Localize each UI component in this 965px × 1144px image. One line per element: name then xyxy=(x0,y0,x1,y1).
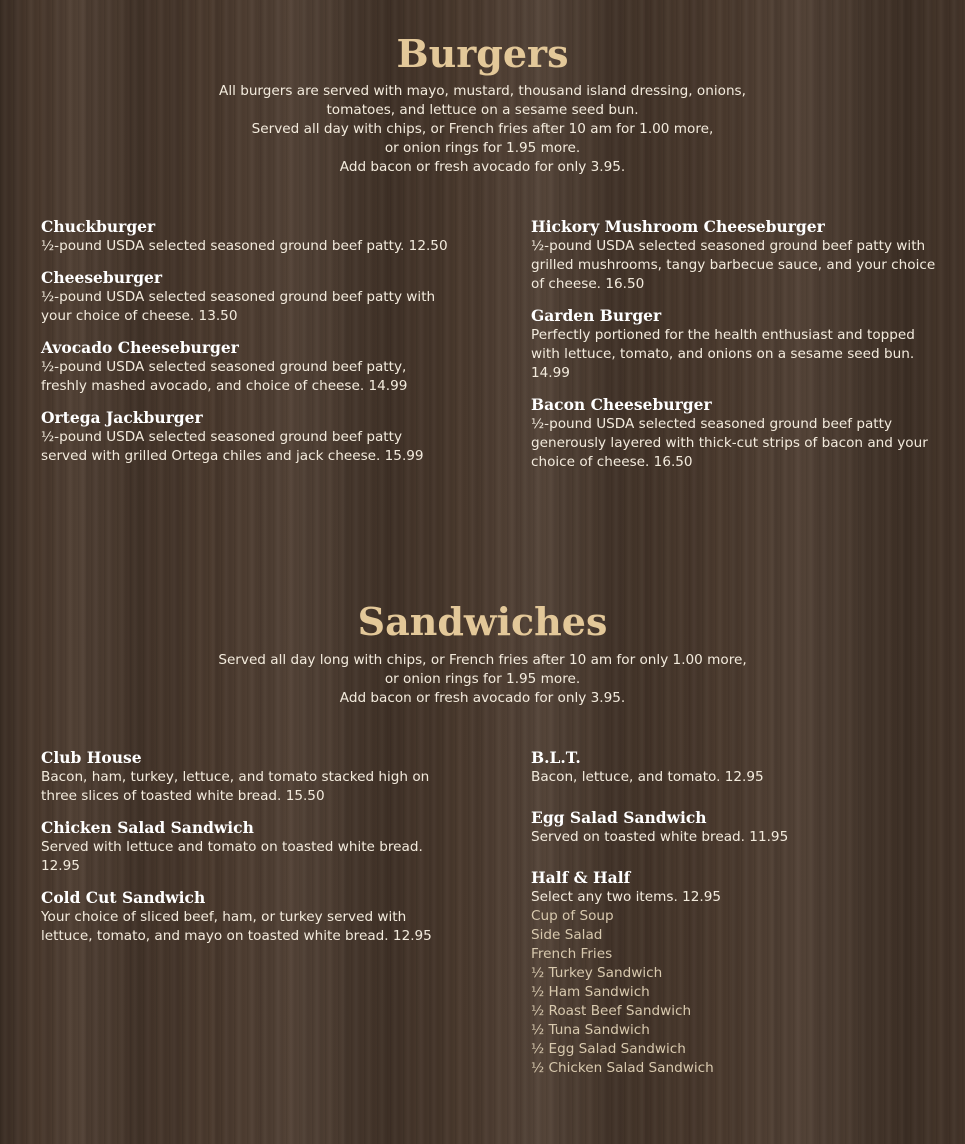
item-name: B.L.T. xyxy=(531,748,581,767)
item-description: Your choice of sliced beef, ham, or turkey served with lettuce, tomato, and mayo on toasted white bread. 12.95 xyxy=(41,909,432,944)
sandwiches-intro-line: Add bacon or fresh avocado for only 3.95. xyxy=(339,690,626,706)
option-item: French Fries xyxy=(531,946,613,962)
menu-item xyxy=(41,817,451,876)
option-item: ½ Tuna Sandwich xyxy=(531,1022,650,1038)
option-item: ½ Ham Sandwich xyxy=(531,984,650,1000)
menu-item xyxy=(41,337,451,396)
burgers-left-column xyxy=(41,216,451,477)
item-description: ½-pound USDA selected seasoned ground beef patty, freshly mashed avocado, and choice of cheese. 14.99 xyxy=(41,359,408,394)
burgers-intro xyxy=(180,82,785,177)
item-name: Chuckburger xyxy=(41,217,156,236)
item-description: Bacon, ham, turkey, lettuce, and tomato stacked high on three slices of toasted white bread. 15.50 xyxy=(41,769,430,804)
burgers-title: Burgers xyxy=(396,31,569,76)
sandwiches-left-column xyxy=(41,747,451,957)
option-item: ½ Turkey Sandwich xyxy=(531,965,663,981)
option-item: ½ Egg Salad Sandwich xyxy=(531,1041,686,1057)
burgers-intro-line: Add bacon or fresh avocado for only 3.95. xyxy=(339,159,626,175)
item-name: Garden Burger xyxy=(531,306,662,325)
item-name: Half & Half xyxy=(531,868,631,887)
item-name: Cold Cut Sandwich xyxy=(41,888,206,907)
sandwiches-right-column xyxy=(531,747,941,1089)
burgers-intro-line: All burgers are served with mayo, mustard, thousand island dressing, onions, xyxy=(219,83,746,99)
burgers-intro-line: tomatoes, and lettuce on a sesame seed bun. xyxy=(326,102,639,118)
sandwiches-intro-line: Served all day long with chips, or French fries after 10 am for only 1.00 more, xyxy=(218,652,747,668)
item-name: Bacon Cheeseburger xyxy=(531,395,712,414)
item-name: Cheeseburger xyxy=(41,268,163,287)
burgers-right-column xyxy=(531,216,941,483)
sandwiches-intro-line: or onion rings for 1.95 more. xyxy=(384,671,581,687)
item-description: ½-pound USDA selected seasoned ground beef patty served with grilled Ortega chiles and jack cheese. 15.99 xyxy=(41,429,424,464)
menu-item xyxy=(531,216,941,294)
item-description: Bacon, lettuce, and tomato. 12.95 xyxy=(531,769,764,785)
sandwiches-intro xyxy=(180,651,785,708)
item-description: Select any two items. 12.95 xyxy=(531,889,722,905)
item-name: Egg Salad Sandwich xyxy=(531,808,707,827)
item-name: Ortega Jackburger xyxy=(41,408,203,427)
item-description: Served with lettuce and tomato on toasted white bread. 12.95 xyxy=(41,839,423,874)
half-and-half-options xyxy=(531,907,941,1078)
menu-item xyxy=(41,747,451,806)
menu-item xyxy=(41,407,451,466)
item-name: Hickory Mushroom Cheeseburger xyxy=(531,217,825,236)
menu-item xyxy=(41,887,451,946)
menu-item xyxy=(531,747,941,787)
item-description: Served on toasted white bread. 11.95 xyxy=(531,829,789,845)
item-description: ½-pound USDA selected seasoned ground beef patty with your choice of cheese. 13.50 xyxy=(41,289,436,324)
burgers-intro-line: or onion rings for 1.95 more. xyxy=(384,140,581,156)
option-item: ½ Roast Beef Sandwich xyxy=(531,1003,692,1019)
menu-item xyxy=(41,216,451,256)
option-item: ½ Chicken Salad Sandwich xyxy=(531,1060,714,1076)
menu-item xyxy=(531,807,941,847)
item-name: Chicken Salad Sandwich xyxy=(41,818,254,837)
menu-item xyxy=(531,394,941,472)
burgers-intro-line: Served all day with chips, or French fries after 10 am for 1.00 more, xyxy=(251,121,714,137)
item-name: Avocado Cheeseburger xyxy=(41,338,239,357)
sandwiches-title: Sandwiches xyxy=(357,599,608,644)
item-description: ½-pound USDA selected seasoned ground beef patty. 12.50 xyxy=(41,238,448,254)
menu-item xyxy=(531,305,941,383)
item-description: ½-pound USDA selected seasoned ground beef patty generously layered with thick-cut strips of bacon and your choice of cheese. 16.50 xyxy=(531,416,928,470)
item-description: Perfectly portioned for the health enthusiast and topped with lettuce, tomato, and onions on a sesame seed bun. 14.99 xyxy=(531,327,915,381)
item-name: Club House xyxy=(41,748,142,767)
menu-item xyxy=(41,267,451,326)
option-item: Cup of Soup xyxy=(531,908,614,924)
menu-item xyxy=(531,867,941,1078)
option-item: Side Salad xyxy=(531,927,603,943)
item-description: ½-pound USDA selected seasoned ground beef patty with grilled mushrooms, tangy barbecue sauce, and your choice of cheese. 16.50 xyxy=(531,238,936,292)
